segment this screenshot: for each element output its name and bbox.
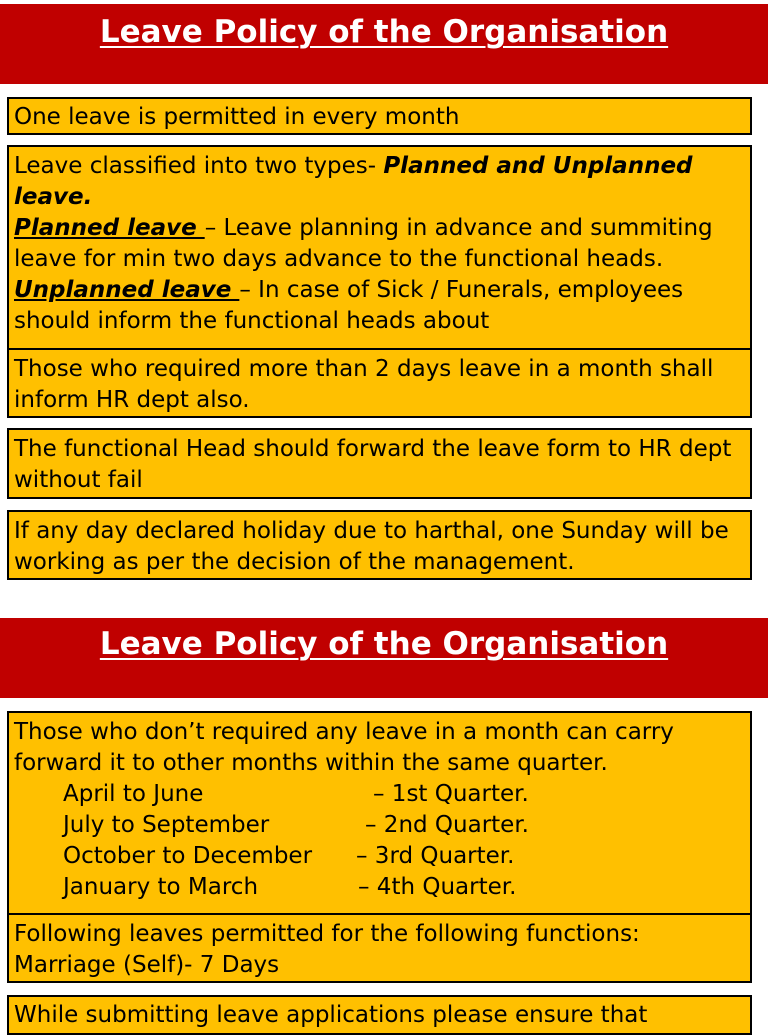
title-banner: [0, 4, 768, 84]
unplanned-leave-text: – In case of Sick / Funerals, employees should inform the functional heads about: [14, 277, 684, 334]
policy-box-functions: [7, 913, 752, 983]
policy-text: If any day declared holiday due to harthal, one Sunday will be working as per the decision of the management.: [14, 518, 729, 575]
policy-box-submission: [7, 995, 752, 1035]
quarter-label: – 4th Quarter.: [358, 874, 517, 900]
policy-box-leave-types: [7, 145, 752, 352]
planned-leave-label: Planned leave: [14, 215, 205, 241]
policy-box-carry-forward: [7, 711, 752, 917]
leave-types-intro: Leave classified into two types-: [14, 153, 384, 179]
planned-leave-definition: [14, 213, 750, 275]
policy-text: One leave is permitted in every month: [14, 104, 460, 130]
quarter-period: January to March: [63, 874, 259, 900]
page-title: Leave Policy of the Organisation: [99, 14, 669, 50]
quarter-period: April to June: [63, 781, 204, 807]
quarter-row: [14, 810, 750, 841]
quarter-period: July to September: [63, 812, 270, 838]
unplanned-leave-definition: [14, 275, 750, 337]
planned-leave-text: – Leave planning in advance and summiting leave for min two days advance to the functional heads.: [14, 215, 713, 272]
policy-box-monthly-leave: [7, 97, 752, 135]
quarter-period: October to December: [63, 843, 313, 869]
page-title: Leave Policy of the Organisation: [99, 626, 669, 662]
quarter-row: [14, 779, 750, 810]
quarter-row: [14, 841, 750, 872]
leave-types-names: Planned and Unplanned leave.: [14, 153, 693, 210]
unplanned-leave-label: Unplanned leave: [14, 277, 240, 303]
policy-text: [14, 151, 750, 213]
policy-text: Following leaves permitted for the following functions:: [14, 921, 640, 947]
policy-text: Those who don’t required any leave in a month can carry forward it to other months within the same quarter.: [14, 719, 674, 776]
policy-box-forward-form: [7, 428, 752, 499]
quarter-label: – 1st Quarter.: [373, 781, 529, 807]
quarter-label: – 2nd Quarter.: [365, 812, 529, 838]
quarter-label: – 3rd Quarter.: [356, 843, 515, 869]
policy-text: Marriage (Self)- 7 Days: [14, 952, 280, 978]
title-banner: [0, 618, 768, 698]
policy-box-holiday: [7, 510, 752, 580]
quarter-row: [14, 872, 750, 903]
policy-text: The functional Head should forward the leave form to HR dept without fail: [14, 436, 732, 493]
policy-text: Those who required more than 2 days leave in a month shall inform HR dept also.: [14, 356, 714, 413]
policy-text: While submitting leave applications please ensure that: [14, 1002, 648, 1028]
policy-box-hr-inform: [7, 348, 752, 418]
